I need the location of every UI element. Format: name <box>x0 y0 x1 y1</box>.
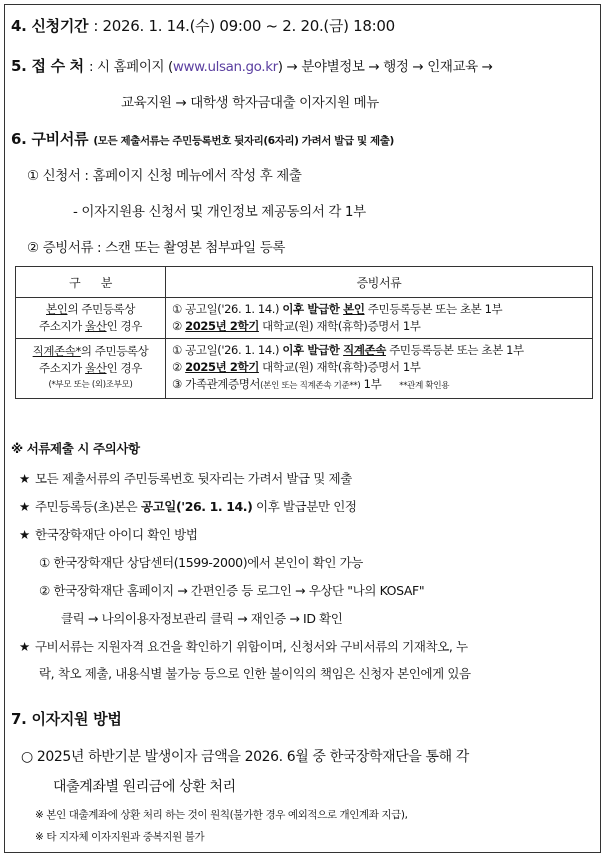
doc-family-2u: 2025년 2학기 <box>185 360 259 374</box>
method-note: ※ 본인 대출계좌에 상환 처리 하는 것이 원칙(불가한 경우 예외적으로 개인계좌 지급), <box>35 809 408 821</box>
star-icon: ★ <box>19 527 30 542</box>
period-value: : 2026. 1. 14.(수) 09:00 ~ 2. 20.(금) 18:00 <box>93 17 395 35</box>
doc-family-2c: 대학교(원) 재학(휴학)증명서 1부 <box>258 360 421 374</box>
docs-cell-family <box>166 339 593 399</box>
caution-sub-item: ② 한국장학재단 홈페이지 → 간편인증 등 로그인 → 우상단 "나의 KOSAF" <box>39 583 425 598</box>
caution-item <box>19 637 468 655</box>
table-row <box>16 298 593 339</box>
docs-title: 6. 구비서류 <box>11 130 89 148</box>
cat-family-text2: 주소지가 <box>39 361 86 375</box>
cat-family-ulsan: 울산 <box>85 361 107 375</box>
period-label: 4. 신청기간 <box>11 17 89 35</box>
table-header-docs: 증빙서류 <box>166 267 593 298</box>
category-cell-self <box>16 298 166 339</box>
cat-self-emph: 본인 <box>46 302 68 316</box>
caution-item <box>19 525 198 543</box>
table-row <box>16 339 593 399</box>
doc-self-1a: ① 공고일('26. 1. 14.) <box>172 302 283 316</box>
proof-documents-table <box>15 266 593 399</box>
caution-text: 모든 제출서류의 주민등록번호 뒷자리는 가려서 발급 및 제출 <box>35 471 352 486</box>
caution-date: 공고일('26. 1. 14.) <box>140 499 253 514</box>
doc-self-2n: ② <box>172 319 186 333</box>
homepage-link[interactable]: www.ulsan.go.kr <box>172 59 278 75</box>
star-icon: ★ <box>19 499 30 514</box>
caution-sub-item-cont: 클릭 → 나의이용자정보관리 클릭 → 재인증 → ID 확인 <box>61 611 343 626</box>
doc-self-1u: 본인 <box>343 302 365 316</box>
star-icon: ★ <box>19 639 30 654</box>
caution-item <box>19 469 352 487</box>
docs-section-heading <box>11 128 394 149</box>
caution-item <box>19 497 357 515</box>
table-header-row <box>16 267 593 298</box>
doc-family-3a: ③ 가족관계증명서 <box>172 377 261 391</box>
doc-self-1c: 주민등록등본 또는 초본 1부 <box>364 302 503 316</box>
docs-item-application-sub: - 이자지원용 신청서 및 개인정보 제공동의서 각 1부 <box>73 204 366 220</box>
notice-page <box>4 4 601 853</box>
caution-text: 주민등록등(초)본은 <box>35 499 141 514</box>
cat-self-text2: 주소지가 <box>39 319 86 333</box>
docs-note: (모든 제출서류는 주민등록번호 뒷자리(6자리) 가려서 발급 및 제출) <box>93 135 394 147</box>
reception-prefix: : 시 홈페이지 ( <box>88 59 173 75</box>
method-bullet-cont: 대출계좌별 원리금에 상환 처리 <box>53 779 236 795</box>
doc-self-1b: 이후 발급한 <box>282 302 344 316</box>
cat-self-text: 의 주민등록상 <box>67 302 135 316</box>
doc-family-1u: 직계존속 <box>343 343 386 357</box>
doc-family-3b: (본인 또는 직계존속 기준**) <box>260 381 361 391</box>
category-cell-family <box>16 339 166 399</box>
docs-item-application: ① 신청서 : 홈페이지 신청 메뉴에서 작성 후 제출 <box>27 168 302 184</box>
method-note: ※ 타 지자체 이자지원과 중복지원 불가 <box>35 831 205 843</box>
caution-text: 구비서류는 지원자격 요건을 확인하기 위함이며, 신청서와 구비서류의 기재착오, 누 <box>35 639 468 654</box>
docs-item-proof: ② 증빙서류 : 스캔 또는 촬영본 첨부파일 등록 <box>27 240 285 256</box>
caution-text-tail: 이후 발급분만 인정 <box>252 499 357 514</box>
cat-family-emph: 직계존속* <box>32 344 81 358</box>
method-bullet: ○ 2025년 하반기분 발생이자 금액을 2026. 6월 중 한국장학재단을 통해 각 <box>21 749 469 765</box>
docs-cell-self <box>166 298 593 339</box>
cat-family-text: 의 주민등록상 <box>80 344 149 358</box>
doc-family-3c: 1부 <box>360 377 382 391</box>
cat-family-note: (*부모 또는 (외)조부모) <box>48 380 133 390</box>
caution-text: 한국장학재단 아이디 확인 방법 <box>35 527 198 542</box>
caution-item-cont: 락, 착오 제출, 내용식별 불가능 등으로 인한 불이익의 책임은 신청자 본인에게 있음 <box>39 666 471 681</box>
cat-self-ulsan: 울산 <box>85 319 107 333</box>
doc-self-2c: 대학교(원) 재학(휴학)증명서 1부 <box>258 319 421 333</box>
reception-path: ) → 분야별정보 → 행정 → 인재교육 → <box>277 59 493 75</box>
method-title: 7. 이자지원 방법 <box>11 710 122 728</box>
doc-family-1a: ① 공고일('26. 1. 14.) <box>172 343 283 357</box>
reception-path-continued: 교육지원 → 대학생 학자금대출 이자지원 메뉴 <box>121 95 379 111</box>
cat-family-text3: 인 경우 <box>106 361 142 375</box>
cautions-title: ※ 서류제출 시 주의사항 <box>11 441 140 456</box>
doc-family-3note: **관계 확인용 <box>399 381 450 391</box>
doc-family-1c: 주민등록등본 또는 초본 1부 <box>385 343 524 357</box>
table-header-category: 구 분 <box>16 267 166 298</box>
caution-sub-item: ① 한국장학재단 상담센터(1599-2000)에서 본인이 확인 가능 <box>39 555 363 570</box>
period-line <box>11 15 395 36</box>
reception-line <box>11 55 493 76</box>
doc-family-1b: 이후 발급한 <box>282 343 344 357</box>
cat-self-text3: 인 경우 <box>106 319 142 333</box>
star-icon: ★ <box>19 471 30 486</box>
doc-self-2u: 2025년 2학기 <box>185 319 259 333</box>
doc-family-2n: ② <box>172 360 186 374</box>
reception-label: 5. 접 수 처 <box>11 57 84 75</box>
